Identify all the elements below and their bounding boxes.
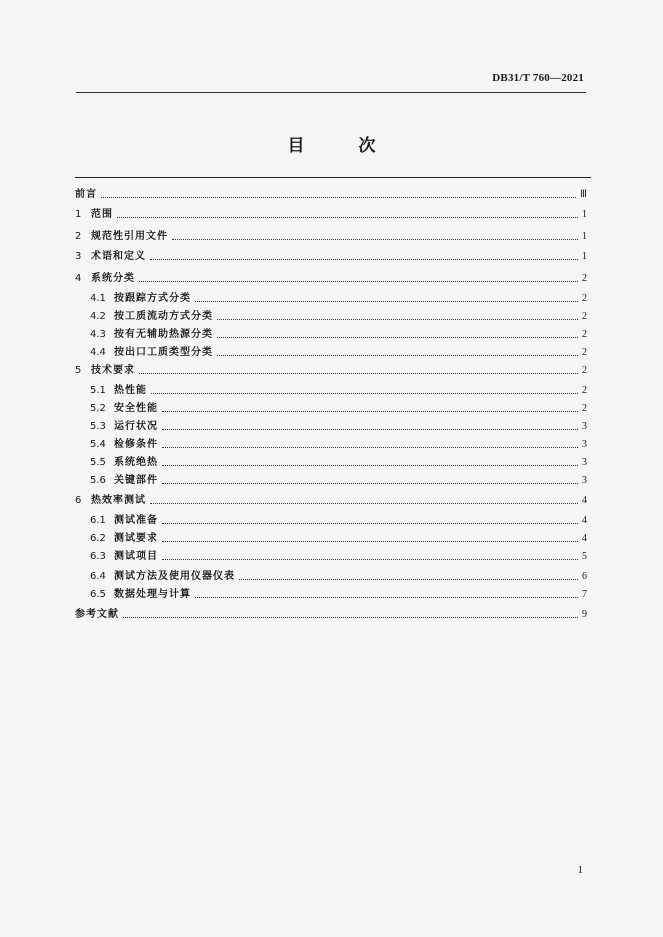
toc-entry[interactable] xyxy=(90,513,587,527)
toc-entry-number: 4.1 xyxy=(90,293,106,304)
dot-leader xyxy=(151,393,578,394)
toc-entry[interactable] xyxy=(90,327,587,341)
toc-entry-label: 系统绝热 xyxy=(114,457,158,468)
toc-entry-number: 6.3 xyxy=(90,551,106,562)
dot-leader xyxy=(123,617,578,618)
toc-entry-page: 2 xyxy=(582,385,587,396)
toc-entry-page: 4 xyxy=(582,495,587,506)
toc-entry-number: 1 xyxy=(75,209,82,220)
toc-entry-page: 3 xyxy=(582,439,587,450)
toc-entry-number: 2 xyxy=(75,231,82,242)
dot-leader xyxy=(239,579,578,580)
toc-entry-page: 1 xyxy=(582,251,587,262)
toc-entry-number: 6.5 xyxy=(90,589,106,600)
toc-entry[interactable] xyxy=(90,549,587,563)
dot-leader xyxy=(217,337,578,338)
toc-entry[interactable] xyxy=(75,187,587,201)
toc-entry-label: 测试准备 xyxy=(114,515,158,526)
toc-entry-page: 6 xyxy=(582,571,587,582)
dot-leader xyxy=(162,559,578,560)
toc-entry-page: 2 xyxy=(582,293,587,304)
toc-entry[interactable] xyxy=(75,229,587,243)
toc-entry-label: 按工质流动方式分类 xyxy=(114,311,213,322)
toc-entry-label: 按有无辅助热源分类 xyxy=(114,329,213,340)
toc-entry[interactable] xyxy=(90,401,587,415)
toc-entry[interactable] xyxy=(90,345,587,359)
dot-leader xyxy=(162,541,578,542)
toc-entry-label: 技术要求 xyxy=(91,365,135,376)
toc-entry-label: 按出口工质类型分类 xyxy=(114,347,213,358)
toc-entry-label: 范围 xyxy=(91,209,113,220)
toc-entry-number: 3 xyxy=(75,251,82,262)
dot-leader xyxy=(162,429,578,430)
page-number: 1 xyxy=(577,864,583,876)
toc-entry[interactable] xyxy=(75,607,587,621)
dot-leader xyxy=(101,197,576,198)
toc-entry-number: 4.4 xyxy=(90,347,106,358)
toc-entry[interactable] xyxy=(75,363,587,377)
toc-entry-label: 运行状况 xyxy=(114,421,158,432)
toc-entry-page: 9 xyxy=(582,609,587,620)
toc-entry-number: 4.3 xyxy=(90,329,106,340)
toc-entry-label: 按跟踪方式分类 xyxy=(114,293,191,304)
toc-entry-number: 5.3 xyxy=(90,421,106,432)
toc-entry[interactable] xyxy=(90,419,587,433)
toc-entry-number: 5.4 xyxy=(90,439,106,450)
toc-entry[interactable] xyxy=(90,569,587,583)
dot-leader xyxy=(150,503,578,504)
toc-entry-page: 3 xyxy=(582,421,587,432)
dot-leader xyxy=(117,217,578,218)
toc-entry-number: 4 xyxy=(75,273,82,284)
toc-entry-label: 前言 xyxy=(75,189,97,200)
toc-entry-label: 关键部件 xyxy=(114,475,158,486)
dot-leader xyxy=(195,597,578,598)
dot-leader xyxy=(195,301,578,302)
dot-leader xyxy=(217,355,578,356)
toc-entry[interactable] xyxy=(90,455,587,469)
toc-entry-page: 3 xyxy=(582,475,587,486)
toc-entry-number: 5 xyxy=(75,365,82,376)
toc-entry[interactable] xyxy=(90,309,587,323)
toc-entry-label: 测试要求 xyxy=(114,533,158,544)
toc-entry-page: 4 xyxy=(582,515,587,526)
toc-entry[interactable] xyxy=(75,271,587,285)
toc-entry[interactable] xyxy=(90,291,587,305)
toc-entry-page: 2 xyxy=(582,365,587,376)
toc-entry-number: 5.1 xyxy=(90,385,106,396)
toc-entry-label: 参考文献 xyxy=(75,609,119,620)
toc-entry-label: 术语和定义 xyxy=(91,251,146,262)
header-divider xyxy=(76,92,586,93)
toc-entry-page: 3 xyxy=(582,457,587,468)
dot-leader xyxy=(162,483,578,484)
toc-entry-number: 5.5 xyxy=(90,457,106,468)
toc-entry-page: 2 xyxy=(582,311,587,322)
toc-entry-label: 测试方法及使用仪器仪表 xyxy=(114,571,235,582)
toc-entry[interactable] xyxy=(75,493,587,507)
toc-entry-label: 数据处理与计算 xyxy=(114,589,191,600)
toc-entry-page: 2 xyxy=(582,273,587,284)
toc-entry[interactable] xyxy=(90,531,587,545)
toc-entry-number: 6.4 xyxy=(90,571,106,582)
toc-entry-number: 6.2 xyxy=(90,533,106,544)
dot-leader xyxy=(162,411,578,412)
toc-entry[interactable] xyxy=(90,383,587,397)
toc-entry-page: Ⅲ xyxy=(580,189,587,200)
dot-leader xyxy=(139,281,578,282)
toc-entry-number: 5.2 xyxy=(90,403,106,414)
dot-leader xyxy=(162,447,578,448)
toc-entry-page: 2 xyxy=(582,329,587,340)
toc-entry-number: 5.6 xyxy=(90,475,106,486)
toc-entry[interactable] xyxy=(75,249,587,263)
toc-title: 目 次 xyxy=(287,136,400,156)
toc-entry-page: 4 xyxy=(582,533,587,544)
dot-leader xyxy=(217,319,578,320)
toc-entry[interactable] xyxy=(90,587,587,601)
dot-leader xyxy=(162,523,578,524)
toc-entry[interactable] xyxy=(90,473,587,487)
standard-code: DB31/T 760—2021 xyxy=(492,72,584,84)
toc-entry-page: 1 xyxy=(582,231,587,242)
toc-entry-label: 热效率测试 xyxy=(91,495,146,506)
toc-entry-number: 6.1 xyxy=(90,515,106,526)
toc-entry-label: 检修条件 xyxy=(114,439,158,450)
dot-leader xyxy=(139,373,578,374)
toc-divider xyxy=(75,177,591,178)
toc-entry-label: 热性能 xyxy=(114,385,147,396)
toc-entry-page: 7 xyxy=(582,589,587,600)
toc-entry-label: 安全性能 xyxy=(114,403,158,414)
toc-entry-number: 4.2 xyxy=(90,311,106,322)
toc-entry-page: 2 xyxy=(582,403,587,414)
dot-leader xyxy=(150,259,578,260)
toc-entry[interactable] xyxy=(90,437,587,451)
toc-entry-page: 5 xyxy=(582,551,587,562)
toc-entry[interactable] xyxy=(75,207,587,221)
toc-entry-label: 系统分类 xyxy=(91,273,135,284)
toc-entry-page: 2 xyxy=(582,347,587,358)
toc-entry-label: 测试项目 xyxy=(114,551,158,562)
dot-leader xyxy=(172,239,578,240)
dot-leader xyxy=(162,465,578,466)
toc-entry-label: 规范性引用文件 xyxy=(91,231,168,242)
toc-entry-number: 6 xyxy=(75,495,82,506)
toc-entry-page: 1 xyxy=(582,209,587,220)
